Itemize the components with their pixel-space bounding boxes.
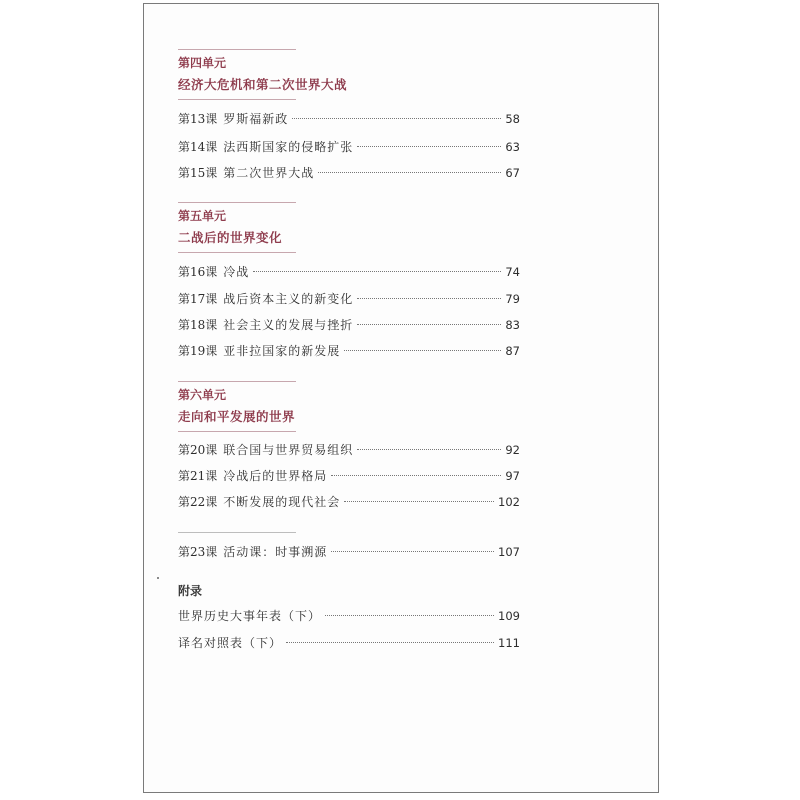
toc-entry[interactable] — [178, 634, 520, 652]
toc-entry[interactable] — [178, 441, 520, 459]
appendix-title: 世界历史大事年表（下） — [178, 609, 322, 623]
page-number: 79 — [505, 292, 520, 306]
toc-entry[interactable] — [178, 263, 520, 281]
unit-label: 第六单元 — [178, 388, 227, 402]
lesson-number: 第23课 — [178, 545, 218, 559]
unit-title: 二战后的世界变化 — [178, 230, 283, 245]
lesson-title: 冷战后的世界格局 — [223, 469, 328, 483]
toc-entry[interactable] — [178, 290, 520, 308]
lesson-title: 冷战 — [223, 265, 250, 279]
lesson-number: 第22课 — [178, 495, 218, 509]
toc-entry[interactable] — [178, 543, 520, 561]
lesson-number: 第13课 — [178, 112, 218, 126]
lesson-title: 战后资本主义的新变化 — [223, 292, 354, 306]
page-number: 83 — [505, 318, 520, 332]
lesson-title: 联合国与世界贸易组织 — [223, 443, 354, 457]
lesson-title: 亚非拉国家的新发展 — [223, 344, 341, 358]
lesson-title: 社会主义的发展与挫折 — [223, 318, 354, 332]
unit-5-header — [178, 202, 488, 253]
page-number: 63 — [505, 140, 520, 154]
page-number: 107 — [498, 545, 520, 559]
unit-label: 第四单元 — [178, 56, 227, 70]
toc-entry[interactable] — [178, 607, 520, 625]
leader-dots — [292, 118, 501, 119]
leader-dots — [344, 501, 494, 502]
leader-dots — [286, 642, 494, 643]
page-number: 74 — [505, 265, 520, 279]
leader-dots — [331, 551, 494, 552]
lesson-number: 第15课 — [178, 166, 218, 180]
toc-entry[interactable] — [178, 138, 520, 156]
lesson-number: 第17课 — [178, 292, 218, 306]
toc-entry[interactable] — [178, 316, 520, 334]
lesson-title: 罗斯福新政 — [223, 112, 289, 126]
leader-dots — [357, 146, 501, 147]
section-divider — [178, 532, 296, 533]
leader-dots — [357, 324, 501, 325]
lesson-title: 活动课：时事溯源 — [223, 545, 328, 559]
appendix-heading: 附录 — [178, 584, 203, 598]
page-number: 102 — [498, 495, 520, 509]
lesson-title: 法西斯国家的侵略扩张 — [223, 140, 354, 154]
page-number: 58 — [505, 112, 520, 126]
toc-entry[interactable] — [178, 164, 520, 182]
page-number: 92 — [505, 443, 520, 457]
lesson-number: 第20课 — [178, 443, 218, 457]
unit-6-header — [178, 381, 488, 432]
leader-dots — [253, 271, 501, 272]
toc-entry[interactable] — [178, 467, 520, 485]
page-number: 67 — [505, 166, 520, 180]
lesson-number: 第19课 — [178, 344, 218, 358]
unit-divider — [178, 49, 296, 50]
lesson-number: 第14课 — [178, 140, 218, 154]
toc-entry[interactable] — [178, 110, 520, 128]
unit-4-header — [178, 49, 488, 100]
unit-divider — [178, 252, 296, 253]
book-page — [143, 3, 659, 793]
lesson-number: 第18课 — [178, 318, 218, 332]
leader-dots — [325, 615, 494, 616]
leader-dots — [357, 298, 501, 299]
leader-dots — [331, 475, 501, 476]
lesson-title: 第二次世界大战 — [223, 166, 315, 180]
page-number: 109 — [498, 609, 520, 623]
toc-entry[interactable] — [178, 342, 520, 360]
page-number: 87 — [505, 344, 520, 358]
lesson-title: 不断发展的现代社会 — [223, 495, 341, 509]
page-number: 111 — [498, 636, 520, 650]
toc-entry[interactable] — [178, 493, 520, 511]
unit-divider — [178, 431, 296, 432]
unit-divider — [178, 99, 296, 100]
unit-divider — [178, 202, 296, 203]
leader-dots — [357, 449, 501, 450]
lesson-number: 第16课 — [178, 265, 218, 279]
unit-title: 走向和平发展的世界 — [178, 409, 296, 424]
appendix-title: 译名对照表（下） — [178, 636, 283, 650]
lesson-number: 第21课 — [178, 469, 218, 483]
leader-dots — [344, 350, 501, 351]
unit-divider — [178, 381, 296, 382]
print-speck — [157, 577, 159, 579]
unit-title: 经济大危机和第二次世界大战 — [178, 77, 348, 92]
leader-dots — [318, 172, 501, 173]
page-number: 97 — [505, 469, 520, 483]
unit-label: 第五单元 — [178, 209, 227, 223]
